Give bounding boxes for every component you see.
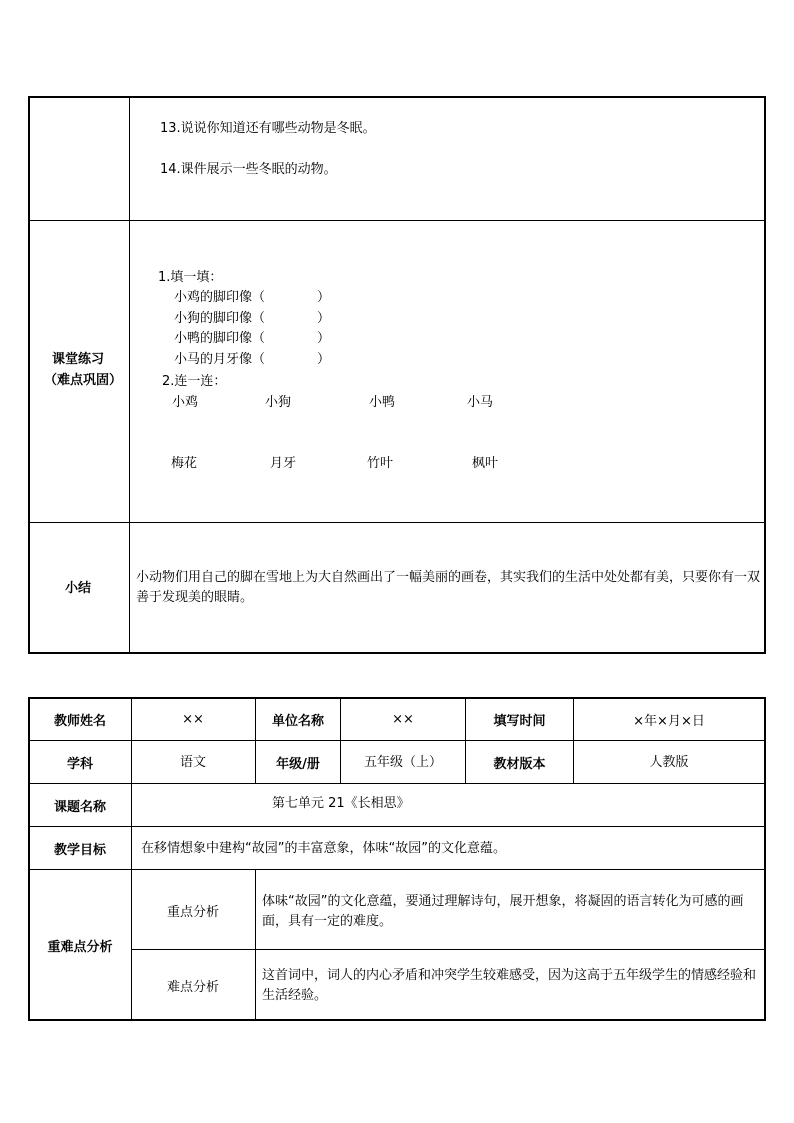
topic-value: 第七单元 21《长相思》	[272, 796, 410, 811]
activity-item: 13.说说你知道还有哪些动物是冬眠。	[160, 121, 376, 136]
fill-item: 小狗的脚印像（ ）	[174, 311, 331, 326]
row-divider	[30, 783, 764, 784]
row-divider	[30, 522, 764, 523]
subject-value: 语文	[179, 754, 206, 770]
column-divider	[255, 869, 256, 1019]
animal-label: 小鸡	[172, 395, 199, 410]
topic-label: 课题名称	[53, 799, 106, 815]
activity-item: 14.课件展示一些冬眠的动物。	[160, 162, 337, 177]
animal-label: 小鸭	[369, 395, 396, 410]
print-label: 竹叶	[367, 456, 394, 471]
goal-label: 教学目标	[53, 842, 106, 858]
edition-label: 教材版本	[493, 756, 546, 772]
goal-value: 在移情想象中建构“故园”的丰富意象，体味“故园”的文化意蕴。	[141, 841, 506, 856]
fill-time-label: 填写时间	[493, 713, 546, 729]
difficulty-label: 难点分析	[166, 980, 219, 995]
animal-label: 小马	[467, 395, 494, 410]
row-divider	[30, 220, 764, 221]
practice-label: 课堂练习	[52, 352, 105, 367]
analysis-label: 重难点分析	[47, 939, 113, 955]
fill-item: 小鸡的脚印像（ ）	[174, 290, 331, 305]
unit-name-value: ××	[392, 711, 414, 727]
key-point-text: 体味“故园”的文化意蕴，要通过理解诗句，展开想象，将凝固的语言转化为可感的画面，具有一定的难度。	[262, 894, 744, 929]
teacher-name-value: ××	[182, 711, 204, 727]
edition-value: 人教版	[649, 754, 689, 770]
exercise-2-title: 2.连一连：	[162, 374, 227, 389]
grade-label: 年级/册	[276, 756, 320, 772]
exercise-1-title: 1.填一填：	[158, 270, 223, 285]
difficulty-text: 这首词中，词人的内心矛盾和冲突学生较难感受，因为这高于五年级学生的情感经验和生活经验。	[262, 968, 757, 1003]
print-label: 梅花	[171, 456, 198, 471]
teacher-name-label: 教师姓名	[53, 713, 106, 729]
practice-sublabel: （难点巩固）	[44, 373, 123, 388]
fill-item: 小鸭的脚印像（ ）	[174, 331, 331, 346]
row-divider	[30, 826, 764, 827]
summary-text: 小动物们用自己的脚在雪地上为大自然画出了一幅美丽的画卷，其实我们的生活中处处都有美，只要你有一双善于发现美的眼睛。	[136, 570, 761, 605]
column-divider	[129, 98, 130, 652]
animal-label: 小狗	[265, 395, 292, 410]
print-label: 月牙	[270, 456, 297, 471]
print-label: 枫叶	[472, 456, 499, 471]
fill-time-value: ×年×月×日	[633, 713, 705, 729]
fill-item: 小马的月牙像（ ）	[174, 352, 331, 367]
summary-label: 小结	[65, 581, 92, 596]
subject-label: 学科	[66, 756, 93, 772]
key-point-label: 重点分析	[166, 904, 219, 920]
grade-value: 五年级（上）	[363, 754, 442, 770]
unit-name-label: 单位名称	[271, 713, 324, 729]
